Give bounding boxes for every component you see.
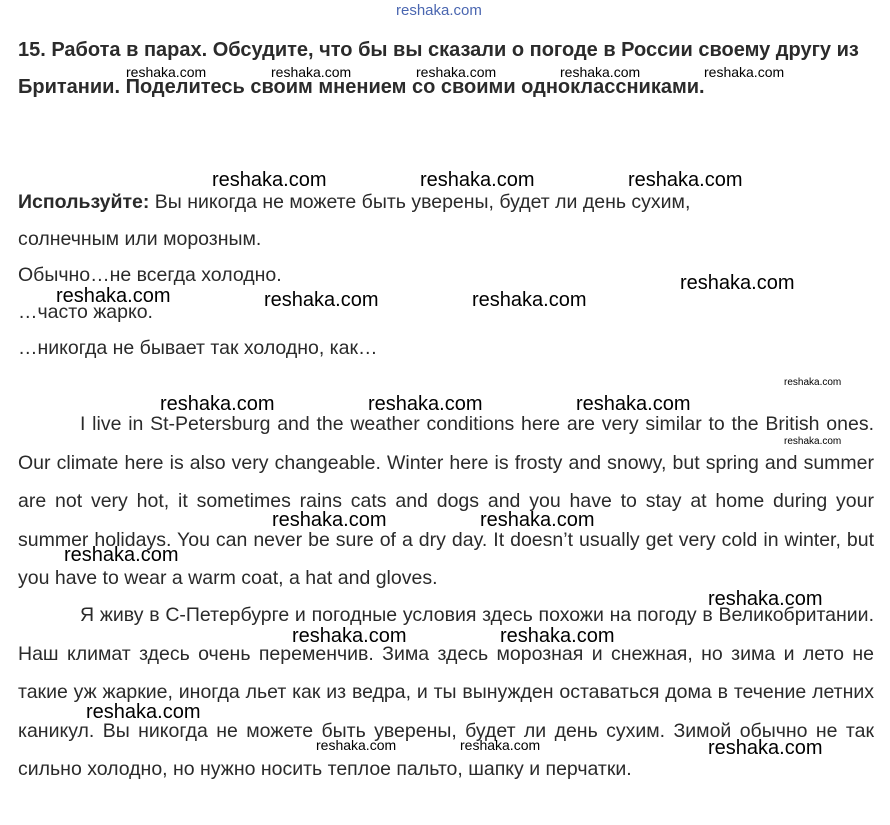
watermark: reshaka.com [271,64,352,80]
watermark: reshaka.com [472,289,587,311]
watermark: reshaka.com [680,272,795,294]
watermark: reshaka.com [316,737,397,753]
watermark: reshaka.com [708,588,823,610]
watermark: reshaka.com [708,737,823,759]
watermark: reshaka.com [416,64,497,80]
watermark: reshaka.com [56,285,171,307]
watermark: reshaka.com [160,393,275,415]
use-label: Используйте: [18,191,150,213]
watermark: reshaka.com [126,64,207,80]
watermark: reshaka.com [396,2,482,19]
task-heading: 15. Работа в парах. Обсудите, что бы вы сказали о погоде в России своему другу из Британии. Поделитесь своим мнением со своими одноклассниками. [18,39,859,98]
watermark: reshaka.com [704,64,785,80]
watermark: reshaka.com [784,377,842,388]
russian-paragraph: Я живу в С-Петербурге и погодные условия здесь похожи на погоду в Великобритании. Наш климат здесь очень переменчив. Зима здесь морозная и снежная, но зима и лето не такие уж жаркие, иногда льет как из ведра, и ты вынужден оставаться дома в течение летних каникул. Вы никогда не можете быть уверены, будет ли день сухим. Зимой обычно не так сильно холодно, но нужно носить теплое пальто, шапку и перчатки. [18,604,874,780]
use-phrase-1: солнечным или морозным. [18,227,262,250]
watermark: reshaka.com [560,64,641,80]
watermark: reshaka.com [460,737,541,753]
watermark: reshaka.com [576,393,691,415]
watermark: reshaka.com [272,509,387,531]
watermark: reshaka.com [628,169,743,191]
use-phrase-0: Вы никогда не можете быть уверены, будет ли день сухим, [149,191,691,213]
use-phrase-4: …никогда не бывает так холодно, как… [18,337,378,359]
watermark: reshaka.com [420,169,535,191]
use-phrase-3: …часто жарко. [18,300,153,323]
watermark: reshaka.com [64,544,179,566]
english-paragraph: I live in St-Petersburg and the weather conditions here are very similar to the British ones. Our climate here is also very changeable. Winter here is frosty and snowy, but spring and summer are not very hot, it sometimes rains cats and dogs and you have to stay at home during your summer holidays. You can never be sure of a dry day. It doesn’t usually get very cold in winter, but you have to wear a warm coat, a hat and gloves. [18,413,874,589]
watermark: reshaka.com [500,625,615,647]
watermark: reshaka.com [264,289,379,311]
watermark: reshaka.com [368,393,483,415]
watermark: reshaka.com [86,701,201,723]
watermark: reshaka.com [292,625,407,647]
watermark: reshaka.com [480,509,595,531]
watermark: reshaka.com [212,169,327,191]
watermark: reshaka.com [784,436,842,447]
use-phrase-2: Обычно…не всегда холодно. [18,264,282,286]
